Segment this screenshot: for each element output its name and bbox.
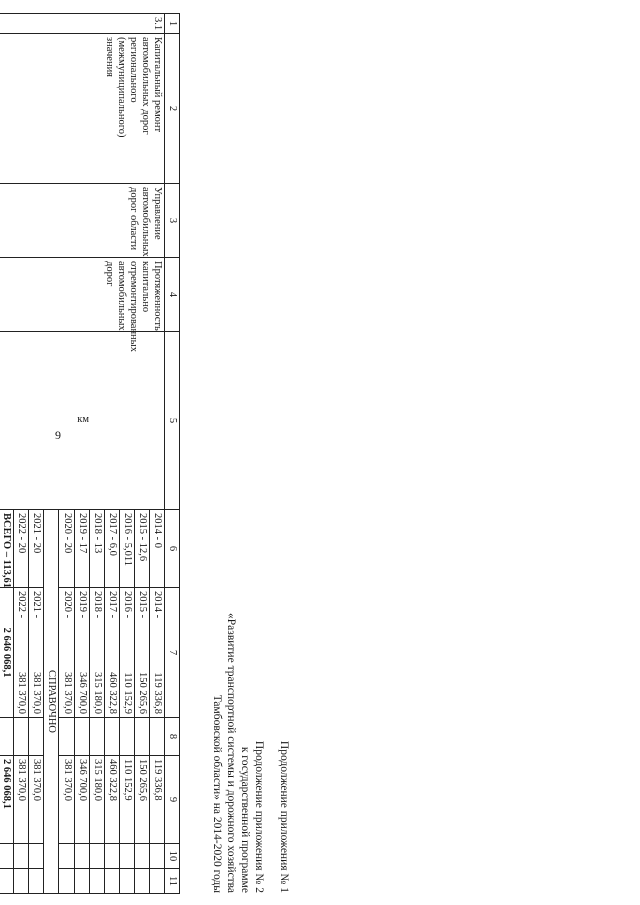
funding-year: 2015 - <box>136 591 148 619</box>
funding-value <box>89 588 104 718</box>
funding-amount: 150 265,6 <box>136 672 148 714</box>
target-value: 2015 - 12,6 <box>134 510 149 588</box>
empty-cell <box>89 844 104 869</box>
column-number: 10 <box>164 844 179 869</box>
funding-value <box>134 588 149 718</box>
column-number: 11 <box>164 869 179 894</box>
target-value: 2020 - 20 <box>59 510 74 588</box>
empty-cell <box>29 869 44 894</box>
section-number: 3.1 <box>0 14 164 34</box>
funding-amount: 381 370,0 <box>31 672 43 714</box>
column-number-row <box>164 14 179 894</box>
empty-cell <box>149 844 164 869</box>
budget-value: 150 265,6 <box>134 756 149 844</box>
empty-cell <box>89 869 104 894</box>
column-number: 8 <box>164 718 179 756</box>
empty-cell <box>74 869 89 894</box>
column-number: 2 <box>164 34 179 184</box>
indicator: Протяженность капитально отремонтированных автомобильных дорог <box>0 258 164 332</box>
column-number: 5 <box>164 332 179 510</box>
budget-value: 460 322,8 <box>104 756 119 844</box>
empty-cell <box>134 718 149 756</box>
funding-value <box>29 588 44 718</box>
empty-cell <box>104 869 119 894</box>
column-number: 9 <box>164 756 179 844</box>
budget-value: 315 180,0 <box>89 756 104 844</box>
funding-year: 2020 - <box>61 591 73 619</box>
reference-label: СПРАВОЧНО <box>44 510 59 894</box>
empty-cell <box>14 718 29 756</box>
rotated-page <box>0 13 180 893</box>
empty-cell <box>59 869 74 894</box>
budget-value: 381 370,0 <box>29 756 44 844</box>
column-number: 4 <box>164 258 179 332</box>
budget-value: 119 336,8 <box>149 756 164 844</box>
header-line5: Тамбовской области» на 2014-2020 годы <box>211 694 223 893</box>
empty-cell <box>74 718 89 756</box>
empty-cell <box>119 718 134 756</box>
budget-value: 346 700,0 <box>74 756 89 844</box>
funding-value <box>59 588 74 718</box>
header-line3: к государственной программе <box>239 746 251 893</box>
funding-amount: 315 180,0 <box>91 672 103 714</box>
funding-amount: 119 336,8 <box>151 672 163 714</box>
empty-cell <box>149 869 164 894</box>
page-number: 9 <box>55 428 61 442</box>
funding-amount: 110 152,9 <box>121 672 133 714</box>
measure-name: Капитальный ремонт автомобильных дорог регионального (межмуниципального) значения <box>0 34 164 184</box>
column-number: 1 <box>164 14 179 34</box>
funding-year: 2018 - <box>91 591 103 619</box>
program-table <box>0 13 180 894</box>
executor: Управление автомобильных дорог области <box>0 184 164 258</box>
funding-value <box>74 588 89 718</box>
empty-cell <box>29 718 44 756</box>
total-funding: 2 646 068,1 <box>0 588 14 718</box>
budget-value: 381 370,0 <box>14 756 29 844</box>
funding-year: 2016 - <box>121 591 133 619</box>
empty-cell <box>14 869 29 894</box>
empty-cell <box>14 844 29 869</box>
funding-value <box>14 588 29 718</box>
total-target: ВСЕГО – 113,61 <box>0 510 14 588</box>
target-value: 2016 - 5,011 <box>119 510 134 588</box>
funding-amount: 381 370,0 <box>61 672 73 714</box>
column-number: 3 <box>164 184 179 258</box>
column-number: 7 <box>164 588 179 718</box>
funding-year: 2017 - <box>106 591 118 619</box>
budget-value: 381 370,0 <box>59 756 74 844</box>
target-value: 2017 - 6,0 <box>104 510 119 588</box>
empty-cell <box>119 844 134 869</box>
funding-value <box>149 588 164 718</box>
unit-cell <box>0 332 164 510</box>
funding-amount: 381 370,0 <box>16 672 28 714</box>
total-budget: 2 646 068,1 <box>0 756 14 844</box>
empty-cell <box>119 869 134 894</box>
funding-year: 2021 - <box>31 591 43 619</box>
empty-cell <box>89 718 104 756</box>
empty-cell <box>74 844 89 869</box>
empty-cell <box>0 718 14 756</box>
funding-value <box>104 588 119 718</box>
target-value: 2014 - 0 <box>149 510 164 588</box>
table-row <box>149 14 164 894</box>
funding-year: 2022 - <box>16 591 28 619</box>
unit-km: км <box>77 414 90 426</box>
empty-cell <box>104 718 119 756</box>
empty-cell <box>29 844 44 869</box>
empty-cell <box>134 869 149 894</box>
empty-cell <box>104 844 119 869</box>
header-line2: Продолжение приложения № 2 <box>253 740 265 893</box>
target-value: 2019 - 17 <box>74 510 89 588</box>
target-value: 2021 - 20 <box>29 510 44 588</box>
empty-cell <box>149 718 164 756</box>
empty-cell <box>0 844 14 869</box>
empty-cell <box>59 844 74 869</box>
funding-amount: 346 700,0 <box>76 672 88 714</box>
empty-cell <box>134 844 149 869</box>
funding-value <box>119 588 134 718</box>
empty-cell <box>59 718 74 756</box>
column-number: 6 <box>164 510 179 588</box>
funding-year: 2019 - <box>76 591 88 619</box>
funding-amount: 460 322,8 <box>106 672 118 714</box>
empty-cell <box>0 869 14 894</box>
budget-value: 110 152,9 <box>119 756 134 844</box>
header-line1: Продолжение приложения № 1 <box>278 740 290 893</box>
header-line4: «Развитие транспортной системы и дорожного хозяйства <box>225 613 237 893</box>
target-value: 2018 - 13 <box>89 510 104 588</box>
target-value: 2022 - 20 <box>14 510 29 588</box>
table-body <box>0 14 180 894</box>
funding-year: 2014 - <box>151 591 163 619</box>
